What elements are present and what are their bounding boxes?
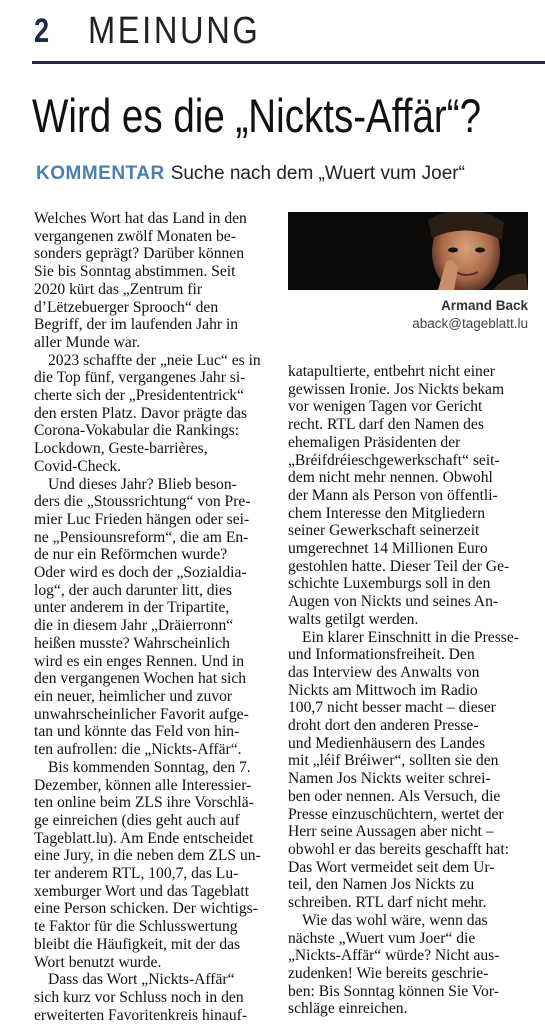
text-line: Tageblatt.lu). Am Ende entscheidet: [34, 829, 254, 847]
text-line: ne „Pensiounsreform“, die am En-: [34, 528, 249, 546]
text-line: Augen von Nickts und seines An-: [288, 593, 499, 611]
text-line: wird es ein enges Rennen. Und in: [34, 652, 245, 670]
text-line: Das Wort vermeidet seit dem Ur-: [288, 858, 495, 876]
text-line: vor wenigen Tagen vor Gericht: [288, 398, 483, 416]
text-line: gewissen Ironie. Jos Nickts bekam: [288, 380, 505, 398]
section-title: MEINUNG: [88, 10, 261, 52]
text-line: Wie das wohl wäre, wenn das: [302, 911, 488, 929]
article-column-2: [288, 363, 528, 1018]
text-line: Namen Jos Nickts weiter schrei-: [288, 770, 491, 788]
text-line: seiner Gewerkschaft seinerzeit: [288, 522, 480, 540]
text-line: Und dieses Jahr? Blieb beson-: [48, 475, 237, 493]
text-line: Bis kommenden Sonntag, den 7.: [48, 758, 251, 776]
text-line: 2020 kürt das „Zentrum fir: [34, 280, 203, 298]
text-line: „Nickts-Affär“ würde? Nicht aus-: [288, 947, 500, 965]
page-number: 2: [34, 12, 50, 50]
text-line: gestohlen hatte. Dieser Teil der Ge-: [288, 557, 510, 575]
text-line: schläge einreichen.: [288, 1000, 408, 1018]
text-line: dem nicht mehr nennen. Obwohl: [288, 469, 493, 487]
text-line: ben oder nennen. Als Versuch, die: [288, 787, 501, 805]
text-line: den ersten Platz. Davor prägte das: [34, 404, 248, 422]
kicker: [36, 163, 465, 185]
text-line: teil, den Namen Jos Nickts zu: [288, 876, 475, 894]
text-line: walts getilgt werden.: [288, 610, 419, 628]
text-line: die Top fünf, vergangenes Jahr si-: [34, 369, 246, 387]
text-line: schichte Luxemburgs soll in den: [288, 575, 491, 593]
text-line: eine Person schicken. Der wichtigs-: [34, 900, 258, 918]
text-line: Sie bis Sonntag abstimmen. Seit: [34, 263, 236, 281]
text-line: unwahrscheinlicher Favorit aufge-: [34, 705, 249, 723]
text-line: ten aufrollen: die „Nickts-Affär“.: [34, 741, 242, 759]
text-line: die in diesem Jahr „Dräierronn“: [34, 617, 234, 635]
author-photo: [288, 212, 528, 290]
text-line: Lockdown, Geste-barrières,: [34, 440, 208, 458]
text-line: vergangenen zwölf Monaten be-: [34, 227, 236, 245]
text-line: ter anderem RTL, 100,7, das Lu-: [34, 865, 239, 883]
text-line: eine Jury, in die neben dem ZLS un-: [34, 847, 261, 865]
text-line: Dass das Wort „Nickts-Affär“: [48, 971, 235, 989]
text-line: Covid-Check.: [34, 457, 122, 475]
text-line: Presse einzuschüchtern, wertet der: [288, 805, 504, 823]
headline: Wird es die „Nickts-Affär“?: [32, 89, 482, 142]
text-line: mier Luc Frieden hängen oder sei-: [34, 510, 250, 528]
text-line: ben: Bis Sonntag können Sie Vor-: [288, 982, 499, 1000]
text-line: und Informationsfreiheit. Den: [288, 646, 475, 664]
text-line: xemburger Wort und das Tageblatt: [34, 882, 250, 900]
text-line: 2023 schaffte der „neie Luc“ es in: [48, 351, 261, 369]
text-line: den vergangenen Wochen hat sich: [34, 670, 247, 688]
text-line: tan und könnte das Feld von hin-: [34, 723, 240, 741]
text-line: chem Interesse den Mitgliedern: [288, 504, 486, 522]
kicker-subtitle: Suche nach dem „Wuert vum Joer“: [170, 163, 465, 184]
text-line: log“, der auch darunter litt, dies: [34, 581, 232, 599]
text-line: katapultierte, entbehrt nicht einer: [288, 363, 495, 380]
text-line: ein neuer, heimlicher und zuvor: [34, 687, 233, 705]
text-line: sonders geprägt? Darüber können: [34, 245, 245, 263]
text-line: te Faktor für die Schlusswertung: [34, 918, 238, 936]
author-name: Armand Back: [440, 298, 528, 313]
text-line: Herr seine Aussagen aber nicht –: [288, 823, 494, 841]
text-line: Nickts am Mittwoch im Radio: [288, 681, 478, 699]
text-line: nächste „Wuert vum Joer“ die: [288, 929, 476, 947]
text-line: droht dort den anderen Presse-: [288, 717, 479, 735]
text-line: aller Munde war.: [34, 333, 141, 351]
text-line: obwohl er das bereits geschafft hat:: [288, 840, 509, 858]
text-line: das Interview des Anwalts von: [288, 663, 480, 681]
text-line: Welches Wort hat das Land in den: [34, 210, 247, 227]
text-line: Oder wird es doch der „Sozialdia-: [34, 564, 247, 582]
text-line: schreiben. RTL darf nicht mehr.: [288, 894, 487, 912]
author-box: [288, 212, 528, 340]
text-line: sich kurz vor Schluss noch in den: [34, 988, 244, 1006]
page-header: [0, 0, 545, 62]
text-line: ders die „Stoussrichtung“ von Pre-: [34, 493, 251, 511]
kicker-label: KOMMENTAR: [36, 163, 165, 184]
text-line: der Mann als Person von öffentli-: [288, 486, 498, 504]
text-line: recht. RTL darf den Namen des: [288, 416, 484, 434]
text-line: unter anderem in der Tripartite,: [34, 599, 230, 617]
text-line: bleibt die Häufigkeit, mit der das: [34, 935, 241, 953]
text-line: zudenken! Wie bereits geschrie-: [288, 964, 489, 982]
text-line: umgerechnet 14 Millionen Euro: [288, 540, 488, 558]
text-line: Begriff, der im laufenden Jahr in: [34, 316, 239, 334]
article-column-1: [34, 210, 280, 1024]
text-line: ehemaligen Präsidenten der: [288, 433, 461, 451]
text-line: Corona-Vokabular die Rankings:: [34, 422, 239, 440]
text-line: cherte sich der „Presidententrick“: [34, 387, 244, 405]
text-line: d’Lëtzebuerger Sprooch“ den: [34, 298, 219, 316]
header-rule: [32, 61, 545, 64]
text-line: Wort benutzt wurde.: [34, 953, 162, 971]
text-line: „Bréifdréieschgewerkschaft“ seit-: [288, 451, 500, 469]
text-line: und Medienhäusern des Landes: [288, 734, 486, 752]
text-line: 100,7 nicht besser macht – dieser: [288, 699, 496, 717]
text-line: ge einreichen (dies geht auch auf: [34, 811, 240, 829]
text-line: erweiterten Favoritenkreis hinauf-: [34, 1006, 248, 1024]
text-line: Dezember, können alle Interessier-: [34, 776, 252, 794]
text-line: mit „léif Bréiwer“, sollten sie den: [288, 752, 499, 770]
text-line: Ein klarer Einschnitt in die Presse-: [302, 628, 519, 646]
text-line: de nur ein Reförmchen wurde?: [34, 546, 228, 564]
author-email: aback@tageblatt.lu: [412, 316, 528, 331]
text-line: heißen musste? Wahrscheinlich: [34, 634, 230, 652]
text-line: ten online beim ZLS ihre Vorschlä-: [34, 794, 254, 812]
